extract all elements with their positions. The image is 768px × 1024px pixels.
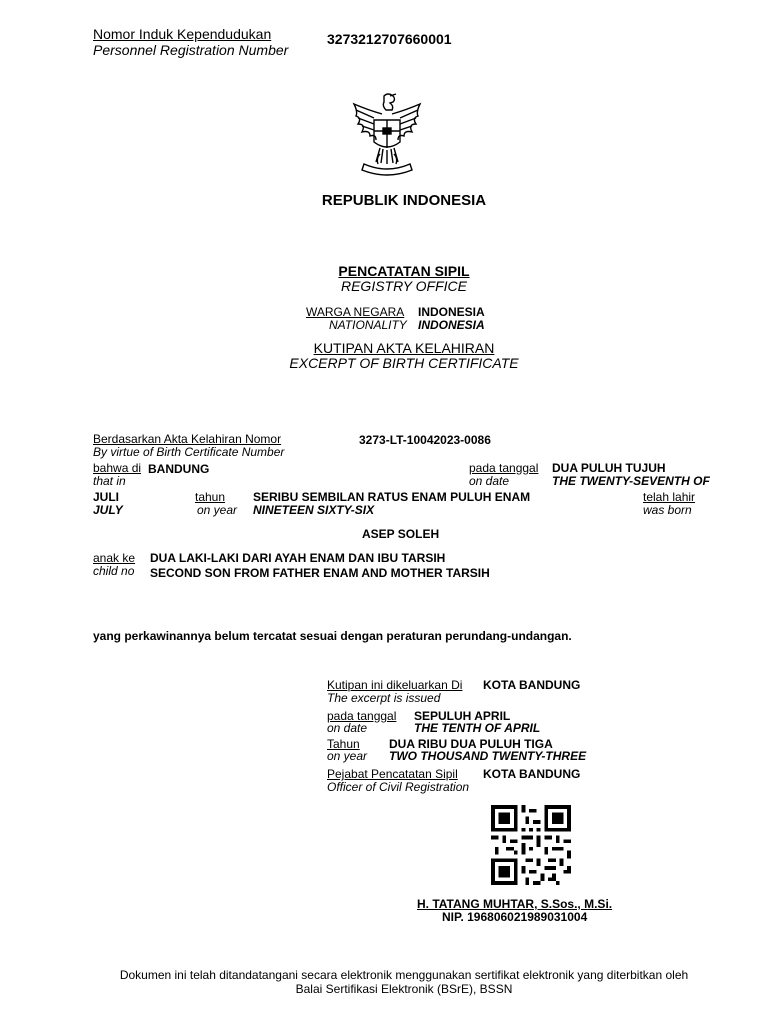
nationality-label-en: NATIONALITY: [329, 318, 407, 332]
office-title-en: REGISTRY OFFICE: [340, 278, 467, 294]
cert-number-label: Berdasarkan Akta Kelahiran Nomor: [93, 432, 282, 446]
issue-year-label: Tahun: [327, 737, 360, 751]
born-label-en: was born: [643, 503, 692, 517]
child-order-value-en: SECOND SON FROM FATHER ENAM AND MOTHER TARSIH: [150, 566, 490, 580]
marriage-note: yang perkawinannya belum tercatat sesuai dengan peraturan perundang-undangan.: [93, 629, 572, 643]
place-label-en: that in: [93, 474, 126, 488]
nationality-label: WARGA NEGARA: [306, 305, 405, 319]
qr-code-icon: [489, 805, 573, 885]
birth-date-value-en: THE TWENTY-SEVENTH OF: [552, 474, 710, 488]
issue-year-value-en: TWO THOUSAND TWENTY-THREE: [389, 749, 587, 763]
issued-label: Kutipan ini dikeluarkan Di: [327, 678, 463, 692]
birth-date-label-en: on date: [469, 474, 510, 488]
cert-number-label-en: By virtue of Birth Certificate Number: [93, 445, 285, 459]
document-title: KUTIPAN AKTA KELAHIRAN: [313, 340, 495, 356]
born-label: telah lahir: [643, 490, 696, 504]
birth-date-value: DUA PULUH TUJUH: [552, 461, 666, 475]
child-order-value: DUA LAKI-LAKI DARI AYAH ENAM DAN IBU TARSIH: [150, 551, 446, 565]
garuda-emblem-icon: [348, 92, 426, 180]
official-nip: NIP. 196806021989031004: [442, 910, 588, 924]
officer-value: KOTA BANDUNG: [483, 767, 581, 781]
nationality-value-en: INDONESIA: [418, 318, 485, 332]
issued-place-value: KOTA BANDUNG: [483, 678, 581, 692]
birth-date-label: pada tanggal: [469, 461, 539, 475]
issue-year-value: DUA RIBU DUA PULUH TIGA: [389, 737, 553, 751]
officer-label: Pejabat Pencatatan Sipil: [327, 767, 458, 781]
issue-date-value: SEPULUH APRIL: [414, 709, 511, 723]
nik-label: Nomor Induk Kependudukan: [93, 26, 272, 42]
nik-label-en: Personnel Registration Number: [93, 42, 289, 58]
child-name: ASEP SOLEH: [362, 527, 440, 541]
birth-year-value: SERIBU SEMBILAN RATUS ENAM PULUH ENAM: [253, 490, 531, 504]
issue-date-value-en: THE TENTH OF APRIL: [414, 721, 541, 735]
issue-year-label-en: on year: [327, 749, 368, 763]
issue-date-label: pada tanggal: [327, 709, 397, 723]
birth-month-value: JULI: [93, 490, 120, 504]
issued-label-en: The excerpt is issued: [327, 691, 441, 705]
place-label: bahwa di: [93, 461, 142, 475]
birth-month-value-en: JULY: [93, 503, 123, 517]
issue-date-label-en: on date: [327, 721, 368, 735]
officer-label-en: Officer of Civil Registration: [327, 780, 470, 794]
child-order-label-en: child no: [93, 564, 135, 578]
footer-line-2: Balai Sertifikasi Elektronik (BSrE), BSSN: [295, 982, 513, 996]
footer-line-1: Dokumen ini telah ditandatangani secara elektronik menggunakan sertifikat elektronik yang diterbitkan oleh: [119, 968, 689, 982]
country-title: REPUBLIK INDONESIA: [321, 192, 487, 209]
nik-value: 3273212707660001: [327, 31, 452, 47]
nationality-value: INDONESIA: [418, 305, 485, 319]
birth-year-label-en: on year: [197, 503, 238, 517]
place-value: BANDUNG: [148, 462, 210, 476]
office-title: PENCATATAN SIPIL: [338, 263, 470, 279]
cert-number-value: 3273-LT-10042023-0086: [359, 433, 491, 447]
official-name: H. TATANG MUHTAR, S.Sos., M.Si.: [417, 897, 613, 911]
child-order-label: anak ke: [93, 551, 136, 565]
birth-year-label: tahun: [195, 490, 226, 504]
birth-year-value-en: NINETEEN SIXTY-SIX: [253, 503, 375, 517]
document-title-en: EXCERPT OF BIRTH CERTIFICATE: [289, 355, 519, 371]
